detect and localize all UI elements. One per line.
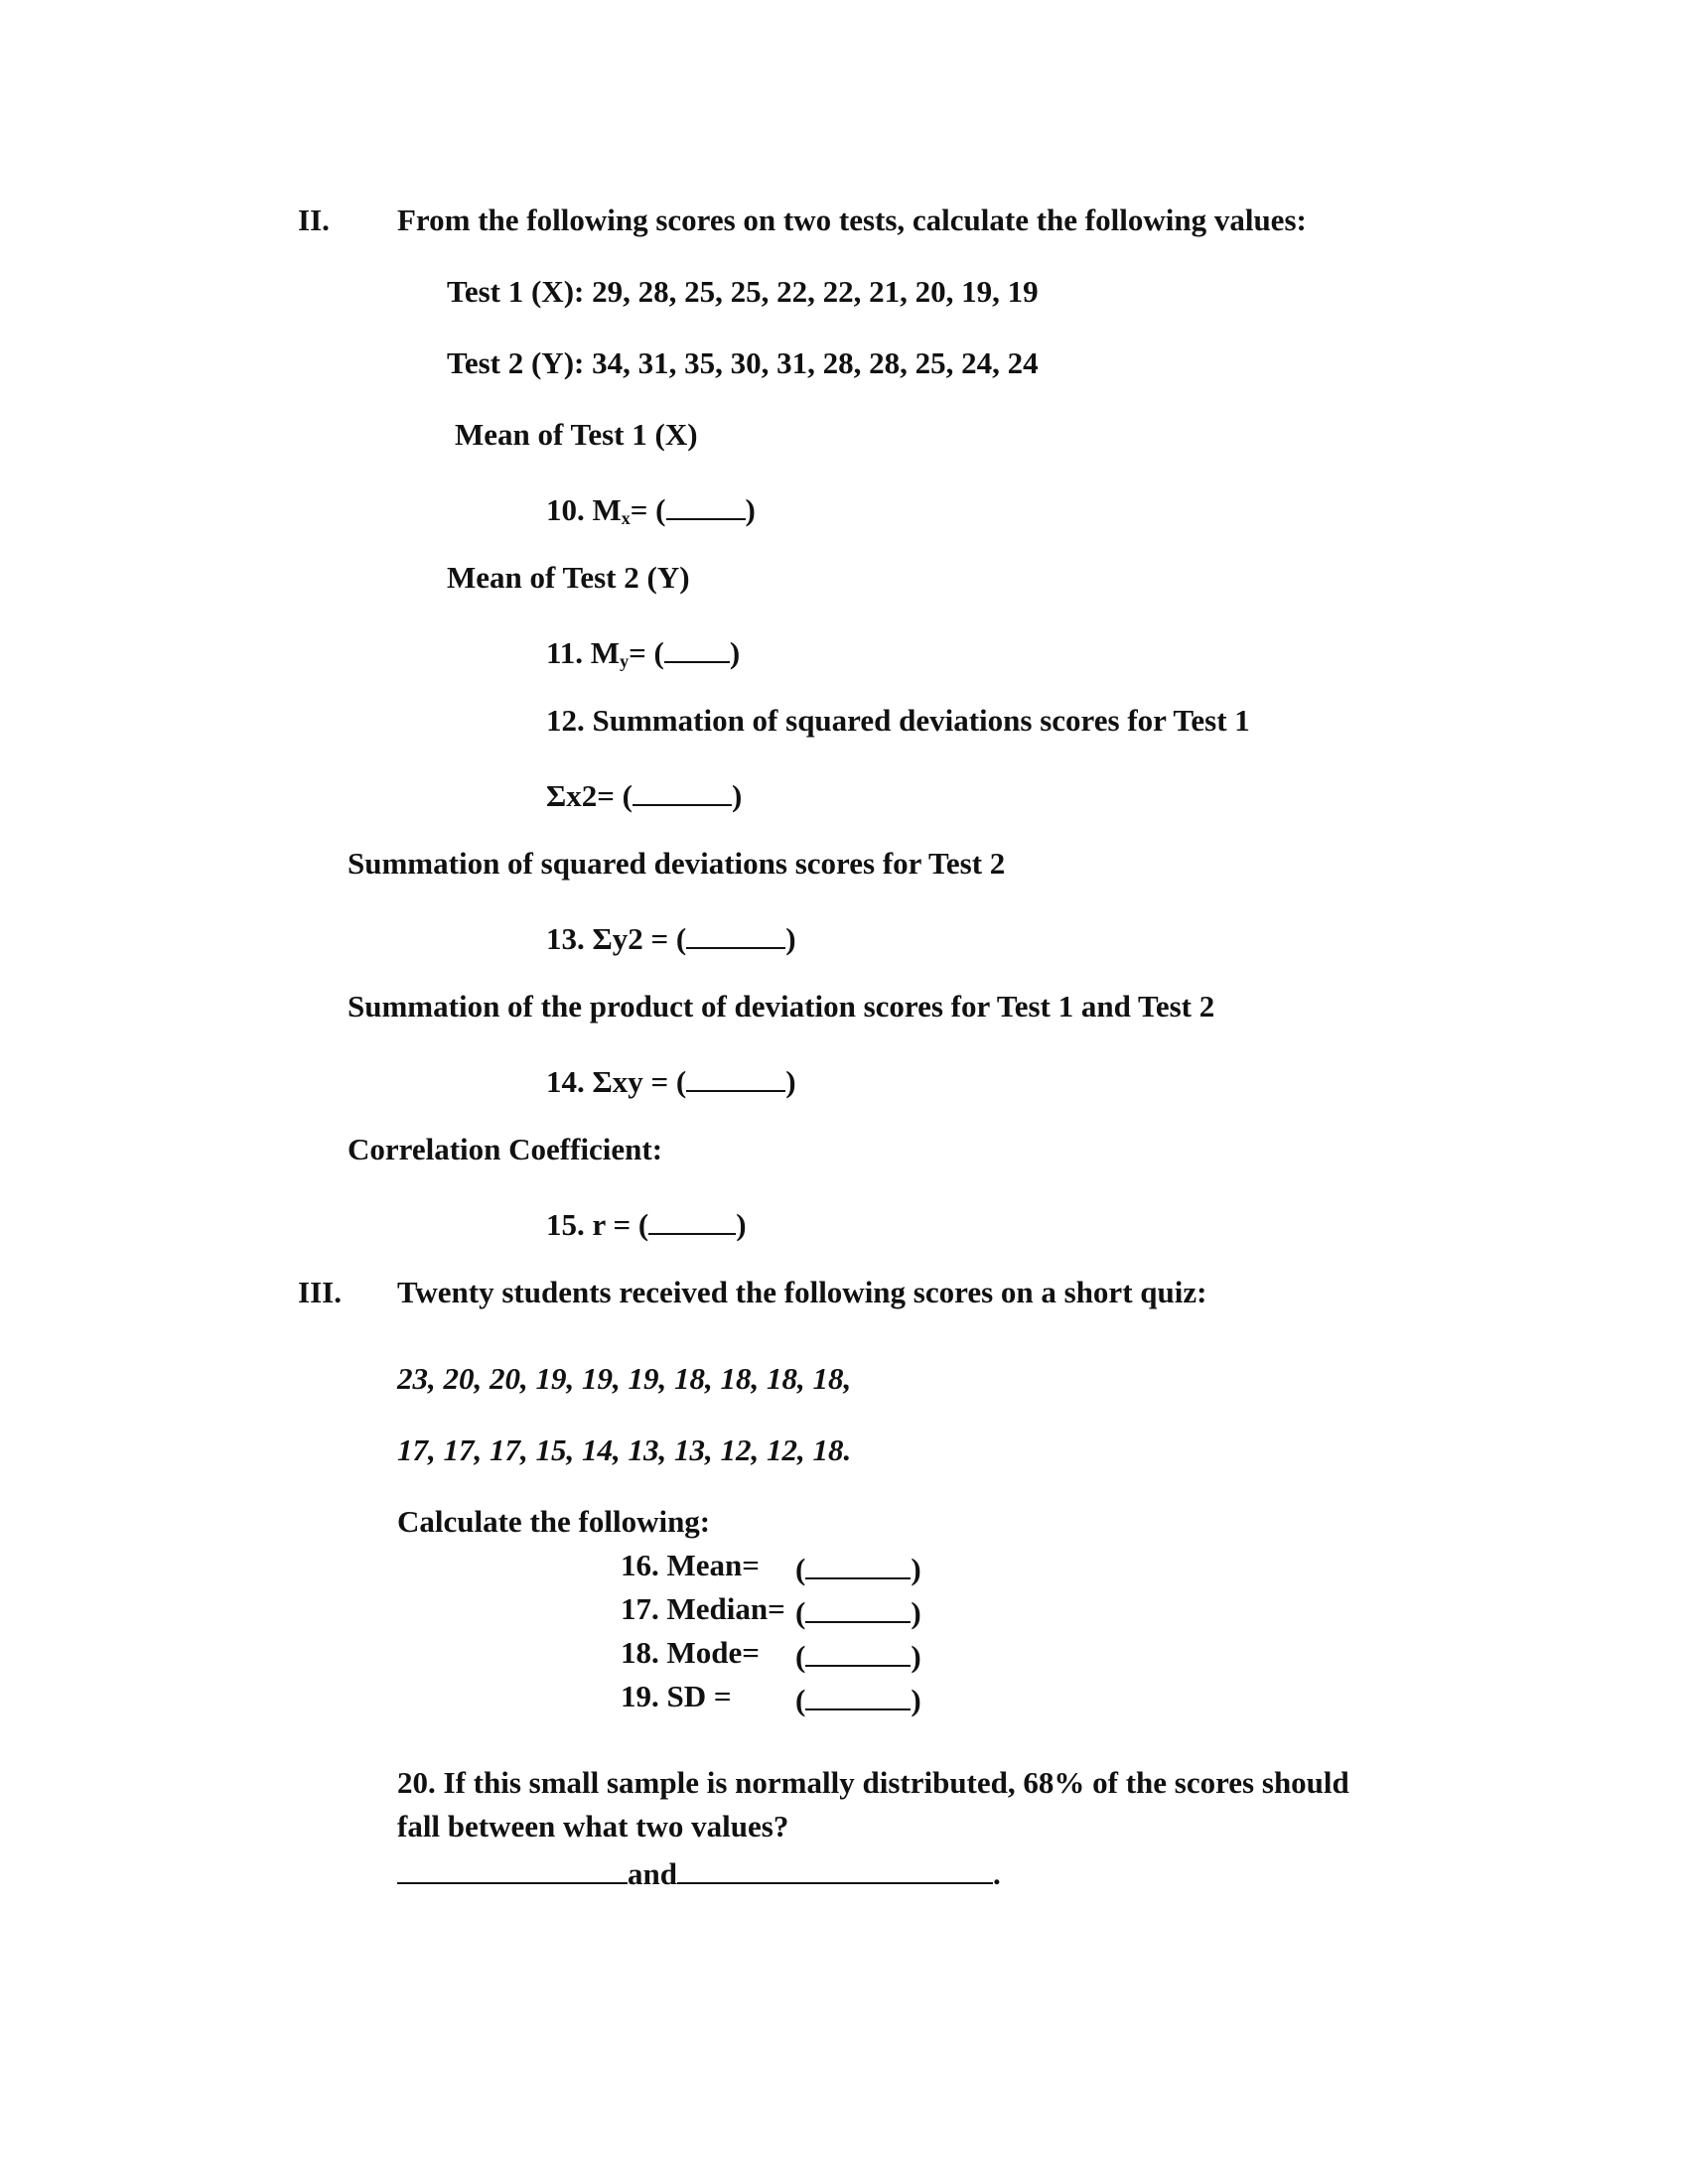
q15-close: )	[736, 1206, 747, 1242]
q15-answer-blank[interactable]	[648, 1205, 736, 1235]
q18-answer	[795, 1637, 921, 1672]
mean-y-label: Mean of Test 2 (Y)	[447, 560, 690, 595]
question-15	[546, 1205, 747, 1240]
q20-end: .	[992, 1855, 1001, 1891]
q18-label: 18. Mode=	[621, 1635, 760, 1670]
test2-scores: Test 2 (Y): 34, 31, 35, 30, 31, 28, 28, 25, 24, 24	[447, 345, 1039, 380]
q13-answer-blank[interactable]	[686, 919, 785, 949]
q19-close: )	[911, 1682, 921, 1717]
q10-subscript: x	[621, 507, 631, 528]
q10-prefix: 10. M	[546, 491, 622, 527]
q13-prefix: 13. Σy2 = (	[546, 920, 687, 956]
q12-answer-blank[interactable]	[633, 776, 732, 806]
section-numeral-iii: III.	[298, 1275, 342, 1309]
q10-answer-blank[interactable]	[666, 490, 746, 520]
q17-label: 17. Median=	[621, 1591, 785, 1626]
question-18	[621, 1635, 921, 1674]
question-12	[546, 776, 742, 811]
q16-close: )	[911, 1551, 921, 1586]
q16-answer-blank[interactable]	[805, 1550, 911, 1579]
q20-first-blank[interactable]	[397, 1854, 628, 1884]
quiz-scores-line-1: 23, 20, 20, 19, 19, 19, 18, 18, 18, 18,	[397, 1361, 852, 1396]
section-numeral-ii: II.	[298, 203, 330, 237]
q11-suffix: = (	[629, 634, 664, 670]
q12-close: )	[732, 777, 743, 813]
question-16	[621, 1548, 921, 1586]
q14-answer-blank[interactable]	[686, 1062, 785, 1092]
question-17	[621, 1591, 921, 1630]
q11-answer-blank[interactable]	[664, 633, 730, 663]
q16-answer	[795, 1550, 921, 1584]
q16-label: 16. Mean=	[621, 1548, 760, 1582]
question-10	[546, 490, 756, 527]
q15-prefix: 15. r = (	[546, 1206, 649, 1242]
sum-xy-label: Summation of the product of deviation scores for Test 1 and Test 2	[348, 989, 1215, 1024]
q13-close: )	[785, 920, 796, 956]
q19-label: 19. SD =	[621, 1679, 732, 1713]
test1-scores: Test 1 (X): 29, 28, 25, 25, 22, 22, 21, 20, 19, 19	[447, 274, 1039, 309]
q11-subscript: y	[620, 650, 630, 671]
calculate-label: Calculate the following:	[397, 1504, 711, 1539]
mean-x-label: Mean of Test 1 (X)	[455, 417, 698, 452]
q16-open: (	[795, 1551, 806, 1586]
q20-second-blank[interactable]	[677, 1854, 993, 1884]
q17-answer-blank[interactable]	[805, 1593, 911, 1623]
question-13	[546, 919, 796, 954]
q17-open: (	[795, 1594, 806, 1630]
q11-close: )	[729, 634, 741, 670]
q20-line-1: 20. If this small sample is normally distributed, 68% of the scores should	[397, 1765, 1349, 1800]
q18-close: )	[911, 1638, 921, 1674]
q19-open: (	[795, 1682, 806, 1717]
q19-answer	[795, 1681, 921, 1715]
section-iii-heading: Twenty students received the following scores on a short quiz:	[397, 1275, 1207, 1309]
quiz-scores-line-2: 17, 17, 17, 15, 14, 13, 13, 12, 12, 18.	[397, 1433, 852, 1467]
q18-open: (	[795, 1638, 806, 1674]
q10-close: )	[745, 491, 756, 527]
q17-close: )	[911, 1594, 921, 1630]
q14-close: )	[785, 1063, 796, 1099]
q14-prefix: 14. Σxy = (	[546, 1063, 687, 1099]
q17-answer	[795, 1593, 921, 1628]
question-19	[621, 1679, 921, 1717]
question-11	[546, 633, 740, 670]
q10-suffix: = (	[630, 491, 666, 527]
question-20-answer	[397, 1854, 1001, 1889]
q11-prefix: 11. M	[546, 634, 621, 670]
q18-answer-blank[interactable]	[805, 1637, 911, 1667]
q20-line-2: fall between what two values?	[397, 1809, 789, 1843]
q20-and: and	[628, 1855, 677, 1891]
section-ii-heading: From the following scores on two tests, calculate the following values:	[397, 203, 1307, 237]
q12-label: 12. Summation of squared deviations scores for Test 1	[546, 703, 1250, 738]
question-14	[546, 1062, 796, 1097]
q19-answer-blank[interactable]	[805, 1681, 911, 1710]
sum-y-label: Summation of squared deviations scores for Test 2	[348, 846, 1006, 881]
correlation-label: Correlation Coefficient:	[348, 1132, 663, 1166]
q12-prefix: Σx2= (	[546, 777, 633, 813]
